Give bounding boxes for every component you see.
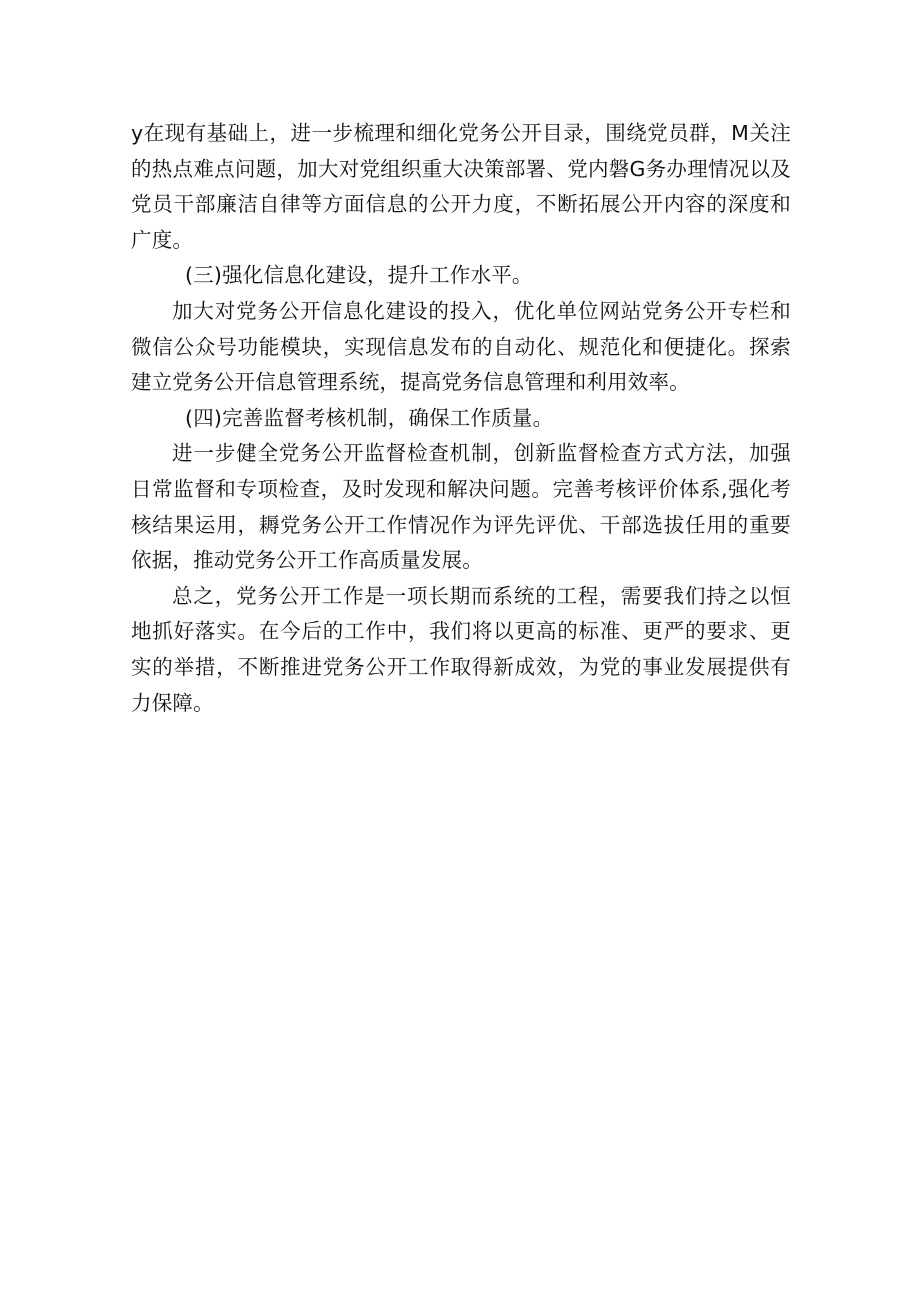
paragraph-informatization: 加大对党务公开信息化建设的投入，优化单位网站党务公开专栏和微信公众号功能模块，实现信息发布的自动化、规范化和便捷化。探索建立党务公开信息管理系统，提高党务信息管理和利用效率。: [131, 298, 791, 395]
section-heading-four: (四)完善监督考核机制，确保工作质量。: [185, 405, 554, 430]
paragraph-supervision: 进一步健全党务公开监督检查机制，创新监督检查方式方法，加强日常监督和专项检查，及时发现和解决问题。完善考核评价体系,强化考核结果运用，耨党务公开工作情况作为评先评优、干部选拔任用的重要依据，推动党务公开工作高质量发展。: [131, 441, 791, 573]
document-body: [131, 116, 791, 721]
section-heading-three: (三)强化信息化建设，提升工作水平。: [185, 263, 533, 288]
paragraph-conclusion: 总之，党务公开工作是一项长期而系统的工程，需要我们持之以恒地抓好落实。在今后的工作中，我们将以更高的标准、更严的要求、更实的举措，不断推进党务公开工作取得新成效，为党的事业发展提供有力保障。: [131, 583, 791, 715]
paragraph-continued: y在现有基础上，进一步梳理和细化党务公开目录，围绕党员群，M关注的热点难点问题，加大对党组织重大决策部署、党内磐G务办理情况以及党员干部廉洁自律等方面信息的公开力度，不断拓展公开内容的深度和广度。: [131, 121, 791, 252]
